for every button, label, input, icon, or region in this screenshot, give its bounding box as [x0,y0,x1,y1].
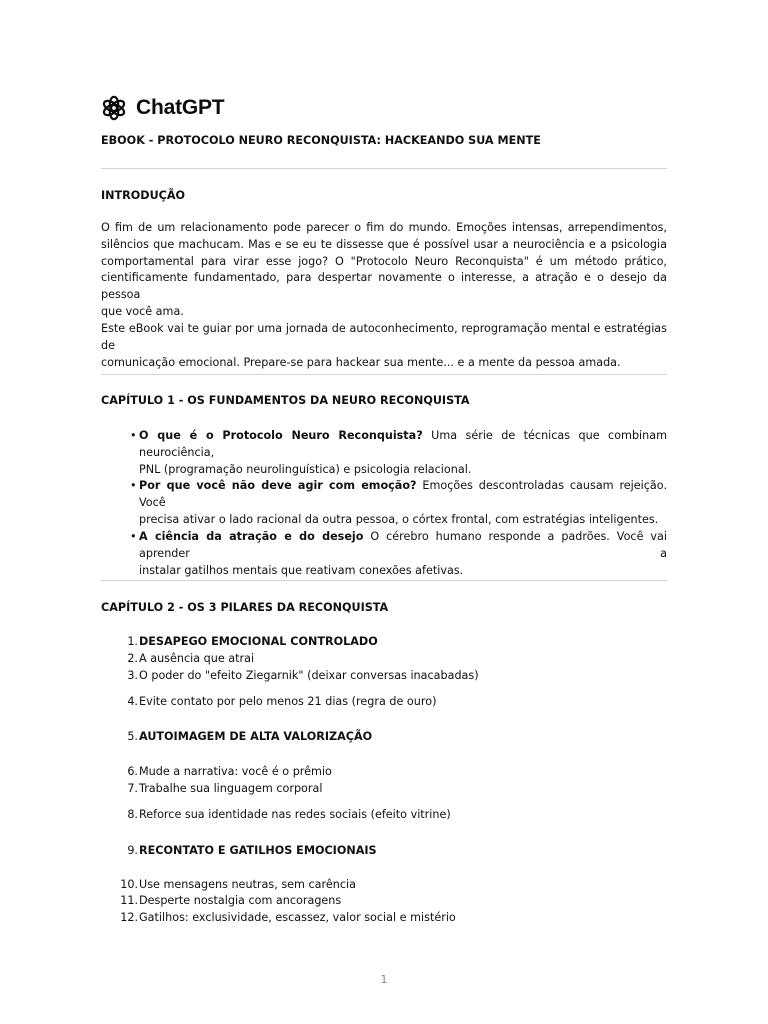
bullet-text: Uma série de técnicas que combinam neurociência, [139,429,667,459]
list-text: DESAPEGO EMOCIONAL CONTROLADO [139,635,378,648]
list-number: 6. [127,765,138,778]
chapter1-bullet [130,428,667,478]
list-number: 9. [127,844,138,857]
bullet-text: Emoções descontroladas causam rejeição. Você [139,479,667,509]
chapter1-bullet [130,529,667,579]
intro-heading: INTRODUÇÃO [101,189,186,202]
chapter1-heading: CAPÍTULO 1 - OS FUNDAMENTOS DA NEURO RECONQUISTA [101,394,470,407]
list-number: 1. [127,635,138,648]
page-number: 1 [380,973,388,986]
list-text: RECONTATO E GATILHOS EMOCIONAIS [139,844,377,857]
openai-logo-icon [101,95,127,121]
text-line: O fim de um relacionamento pode parecer o fim do mundo. Emoções intensas, arrependimentos, [101,221,667,234]
list-number: 5. [127,730,138,743]
list-text: A ausência que atrai [139,652,255,665]
divider [101,580,667,581]
brand-name: ChatGPT [136,95,225,119]
divider [101,168,667,169]
bullet-text-line2: instalar gatilhos mentais que reativam conexões afetivas. [139,563,464,577]
list-number: 4. [127,695,138,708]
document-title: EBOOK - PROTOCOLO NEURO RECONQUISTA: HACKEANDO SUA MENTE [101,134,541,147]
text-line: comportamental para virar esse jogo? O "Protocolo Neuro Reconquista" é um método prático, [101,254,667,268]
list-text: O poder do "efeito Ziegarnik" (deixar conversas inacabadas) [139,669,479,682]
chapter1-bullet [130,478,667,528]
list-text: Use mensagens neutras, sem carência [139,878,356,891]
divider [101,374,667,375]
list-number: 3. [127,669,138,682]
intro-paragraph-2 [101,321,667,371]
brand-header [101,94,224,122]
list-number: 10. [120,878,138,891]
text-line: silêncios que machucam. Mas e se eu te dissesse que é possível usar a neurociência e a psicologia [101,237,667,251]
text-line: que você ama. [101,304,184,318]
list-text: Reforce sua identidade nas redes sociais (efeito vitrine) [139,808,451,821]
bullet-text-line2: precisa ativar o lado racional da outra pessoa, o córtex frontal, com estratégias inteligentes. [139,512,659,526]
text-line: cientificamente fundamentado, para despertar novamente o interesse, a atração e o desejo da pessoa [101,271,667,302]
text-line: comunicação emocional. Prepare-se para hackear sua mente... e a mente da pessoa amada. [101,355,621,369]
bullet-bold-lead: O que é o Protocolo Neuro Reconquista? [139,429,423,442]
list-text: Gatilhos: exclusividade, escassez, valor social e mistério [139,911,456,924]
bullet-dot: • [130,530,137,543]
list-text: Evite contato por pelo menos 21 dias (regra de ouro) [139,695,437,708]
list-number: 12. [120,911,138,924]
text-line: Este eBook vai te guiar por uma jornada de autoconhecimento, reprogramação mental e estratégias de [101,322,667,352]
list-number: 8. [127,808,138,821]
list-text: Mude a narrativa: você é o prêmio [139,765,332,778]
bullet-dot: • [130,479,137,492]
list-number: 2. [127,652,138,665]
chapter2-heading: CAPÍTULO 2 - OS 3 PILARES DA RECONQUISTA [101,601,389,614]
list-text: Trabalhe sua linguagem corporal [139,782,323,795]
list-number: 11. [120,894,138,907]
list-text: AUTOIMAGEM DE ALTA VALORIZAÇÃO [139,730,373,743]
intro-paragraph-1 [101,220,667,321]
bullet-text-line2: PNL (programação neurolinguística) e psicologia relacional. [139,462,472,476]
bullet-dot: • [130,429,137,442]
bullet-text: O cérebro humano responde a padrões. Você vai aprender a [139,530,667,560]
list-number: 7. [127,782,138,795]
bullet-bold-lead: A ciência da atração e do desejo [139,530,364,543]
list-text: Desperte nostalgia com ancoragens [139,894,342,907]
bullet-bold-lead: Por que você não deve agir com emoção? [139,479,417,492]
